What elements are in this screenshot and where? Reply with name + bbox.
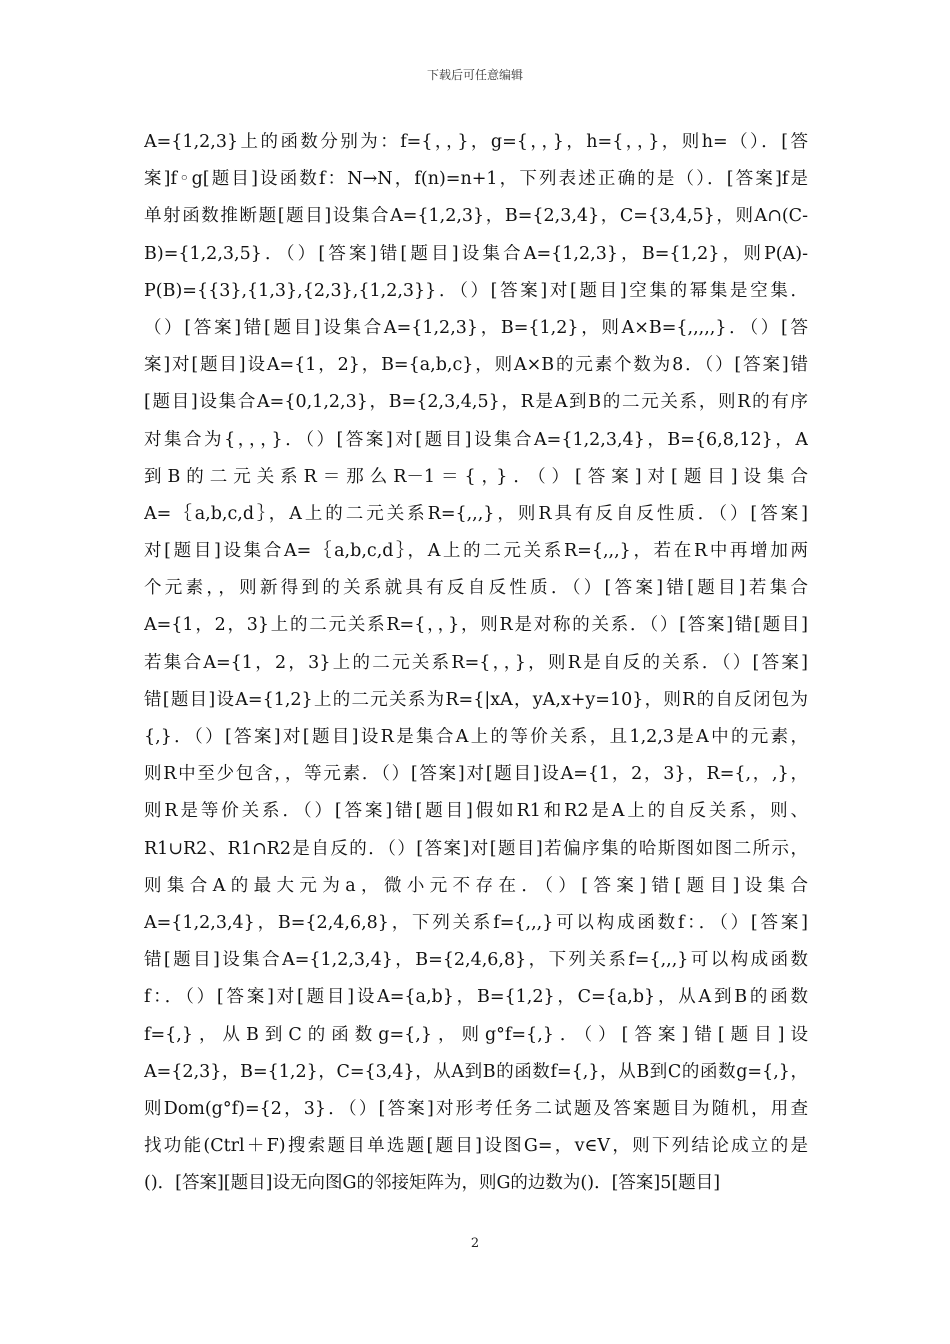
- text-line: A={1,2,3}上的函数分别为：f={，，}，g={，，}，h={，，}，则h=（）．[答: [144, 132, 808, 152]
- text-line: 错[题目]设集合A={1,2,3,4}，B={2,4,6,8}，下列关系f={,,,}可以构成函数: [144, 950, 808, 971]
- text-line: 个元素，，则新得到的关系就具有反自反性质．（）[答案]错[题目]若集合: [144, 578, 808, 599]
- text-line: A={2,3}，B={1,2}，C={3,4}，从A到B的函数f={,}，从B到C的函数g={,}，: [144, 1061, 808, 1082]
- text-line: 到B的二元关系R＝那么R－1＝{，}．（）[答案]对[题目]设集合: [144, 466, 808, 487]
- text-line: 对集合为{，，，}．（）[答案]对[题目]设集合A={1,2,3,4}，B={6,8,12}，A: [144, 429, 808, 450]
- text-line: 若集合A={1，2，3}上的二元关系R={，，}，则R是自反的关系．（）[答案]: [144, 652, 808, 673]
- text-line: 案]对[题目]设A={1，2}，B={a,b,c}，则A×B的元素个数为8．（）[答案]错: [144, 355, 808, 376]
- text-line: 则Dom(g°f)={2，3}．（）[答案]对形考任务二试题及答案题目为随机，用查: [144, 1098, 808, 1119]
- text-line: （）[答案]错[题目]设集合A={1,2,3}，B={1,2}，则A×B={,,,,,}．（）[答: [144, 317, 808, 338]
- text-line: B)={1,2,3,5}．（）[答案]错[题目]设集合A={1,2,3}，B={1,2}，则P(A)-: [144, 243, 808, 264]
- text-line: P(B)={{3},{1,3},{2,3},{1,2,3}}．（）[答案]对[题目]空集的幂集是空集．: [144, 280, 808, 301]
- text-line: 错[题目]设A={1,2}上的二元关系为R={|xA，yA,x+y=10}，则R的自反闭包为: [144, 689, 808, 710]
- text-line: 案]f◦g[题目]设函数f：N→N，f(n)=n+1，下列表述正确的是（）．[答案]f是: [144, 169, 808, 190]
- text-line: A=｛a,b,c,d｝，A上的二元关系R={,,,}，则R具有反自反性质．（）[答案]: [144, 503, 808, 524]
- text-line: A={1,2,3,4}，B={2,4,6,8}，下列关系f={,,,}可以构成函数f：．（）[答案]: [144, 912, 808, 933]
- page-header: 下载后可任意编辑: [426, 68, 523, 82]
- text-line: [题目]设集合A={0,1,2,3}，B={2,3,4,5}，R是A到B的二元关系，则R的有序: [144, 392, 808, 413]
- text-line: {,}．（）[答案]对[题目]设R是集合A上的等价关系，且1,2,3是A中的元素，: [144, 727, 808, 747]
- text-line: 则R是等价关系．（）[答案]错[题目]假如R1和R2是A上的自反关系，则、: [144, 801, 808, 822]
- document-body: [144, 124, 808, 1202]
- text-line: 单射函数推断题[题目]设集合A={1,2,3}，B={2,3,4}，C={3,4,5}，则A∩(C-: [144, 206, 808, 227]
- text-line: R1∪R2、R1∩R2是自反的．（）[答案]对[题目]若偏序集的哈斯图如图二所示，: [144, 838, 808, 859]
- text-line: f={,}，从B到C的函数g={,}，则g°f={,}．（）[答案]错[题目]设: [144, 1024, 808, 1045]
- text-line: 则R中至少包含，，等元素．（）[答案]对[题目]设A={1，2，3}，R={,，,}，: [144, 764, 808, 785]
- text-line: ()．[答案][题目]设无向图G的邻接矩阵为，则G的边数为()．[答案]5[题目]: [144, 1173, 721, 1194]
- text-line: 找功能(Ctrl＋F)搜索题目单选题[题目]设图G=，v∈V，则下列结论成立的是: [144, 1136, 808, 1157]
- text-line: f：．（）[答案]对[题目]设A={a,b}，B={1,2}，C={a,b}，从A到B的函数: [144, 987, 808, 1008]
- text-line: 对[题目]设集合A=｛a,b,c,d｝，A上的二元关系R={,,,}，若在R中再增加两: [144, 541, 808, 562]
- page-number: 2: [470, 1236, 480, 1251]
- text-line: A={1，2，3}上的二元关系R={，，}，则R是对称的关系．（）[答案]错[题目]: [144, 615, 808, 636]
- text-line: 则集合A的最大元为a，微小元不存在．（）[答案]错[题目]设集合: [144, 875, 808, 896]
